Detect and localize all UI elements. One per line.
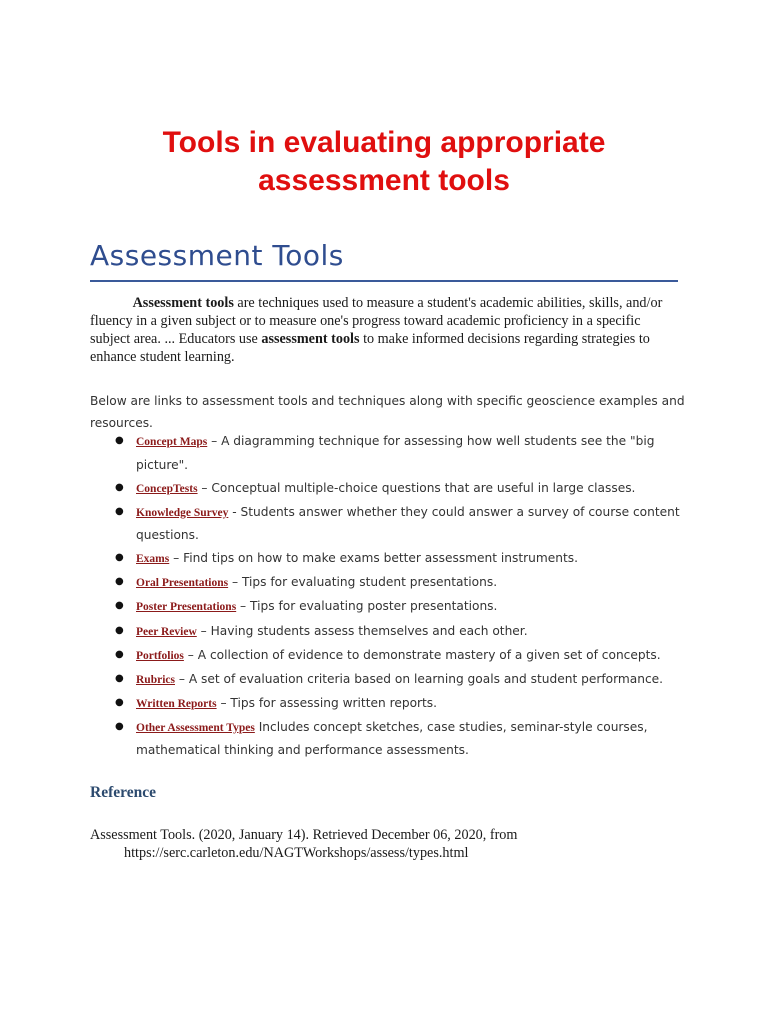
tool-desc: – A set of evaluation criteria based on learning goals and student performance. [174,671,664,686]
intro-bold-term-1: Assessment tools [132,295,234,311]
tool-desc: – Having students assess themselves and each other. [196,623,528,638]
links-intro: Below are links to assessment tools and techniques along with specific geoscience examples and resources. [90,394,685,430]
tool-link-conceptests[interactable]: ConcepTests [136,482,198,495]
citation-text: Assessment Tools. (2020, January 14). Retrieved December 06, 2020, from [90,827,518,843]
tool-desc: – Tips for assessing written reports. [216,695,438,710]
intro-text-2: to make informed decisions regarding strategies to enhance student learning. [90,331,650,365]
list-item [90,477,690,501]
list-item [90,620,690,644]
page-title-line-2: assessment tools [258,164,510,197]
tool-link-portfolios[interactable]: Portfolios [136,649,184,662]
bullet-icon: ● [115,672,124,684]
tool-link-poster-presentations[interactable]: Poster Presentations [136,601,237,614]
tool-desc: Includes concept sketches, case studies, seminar-style courses, mathematical thinking and performance assessments. [136,719,648,758]
intro-bold-term-2: assessment tools [261,331,360,347]
reference-heading: Reference [90,784,156,801]
tool-link-rubrics[interactable]: Rubrics [136,673,175,686]
tool-desc: – Tips for evaluating student presentations. [228,575,498,590]
bullet-icon: ● [115,552,124,564]
intro-paragraph [90,294,678,366]
tool-list [90,430,690,763]
list-item [90,716,690,762]
intro-text-1: are techniques used to measure a student's academic abilities, skills, and/or fluency in a given subject or to measure one's progress toward academic proficiency in a specific subject area. ... Educators use [90,295,663,347]
bullet-icon: ● [115,505,124,517]
list-item [90,668,690,692]
tool-desc: – A collection of evidence to demonstrate mastery of a given set of concepts. [183,647,661,662]
reference-citation [90,826,690,862]
tool-link-other-assessment-types[interactable]: Other Assessment Types [136,721,255,734]
bullet-icon: ● [115,600,124,612]
bullet-icon: ● [115,435,124,446]
page-title [0,124,768,200]
list-item [90,644,690,668]
bullet-icon: ● [115,720,124,732]
bullet-icon: ● [115,624,124,636]
tool-desc: – Find tips on how to make exams better assessment instruments. [169,551,578,566]
list-item [90,571,690,595]
tool-desc: - Students answer whether they could answer a survey of course content questions. [136,504,680,543]
bullet-icon: ● [115,481,124,493]
list-item [90,692,690,716]
bullet-icon: ● [115,576,124,588]
tool-link-exams[interactable]: Exams [136,553,170,566]
tool-link-peer-review[interactable]: Peer Review [136,625,197,638]
tool-link-concept-maps[interactable]: Concept Maps [136,436,208,448]
tool-desc: – A diagramming technique for assessing how well students see the "big picture". [136,434,655,472]
list-item [90,501,690,547]
tool-link-oral-presentations[interactable]: Oral Presentations [136,577,229,590]
bullet-icon: ● [115,648,124,660]
tool-link-written-reports[interactable]: Written Reports [136,697,217,710]
tool-desc: – Tips for evaluating poster presentations. [236,599,498,614]
intro-indent [90,295,133,311]
list-item [90,595,690,619]
section-heading: Assessment Tools [90,236,678,282]
page-title-line-1: Tools in evaluating appropriate [162,126,606,159]
tool-desc: – Conceptual multiple-choice questions that are useful in large classes. [197,480,636,495]
tool-link-knowledge-survey[interactable]: Knowledge Survey [136,506,229,519]
list-item [90,547,690,571]
citation-url: https://serc.carleton.edu/NAGTWorkshops/assess/types.html [124,845,469,861]
list-item [90,430,690,476]
bullet-icon: ● [115,696,124,708]
